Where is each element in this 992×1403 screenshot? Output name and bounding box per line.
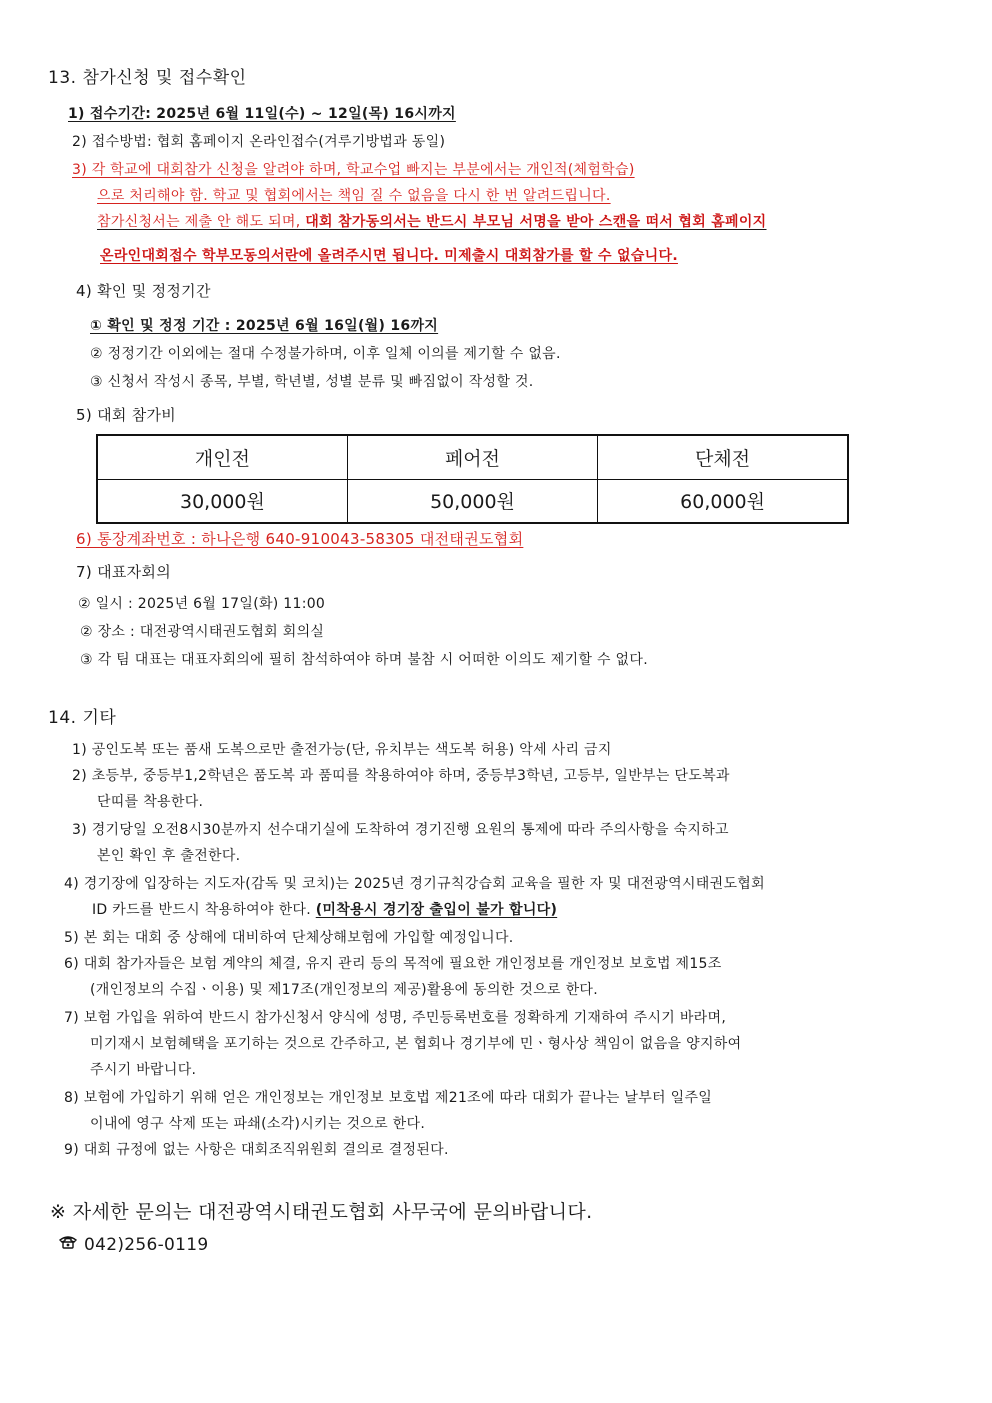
etc-item-6a: 6) 대회 참가자들은 보험 계약의 체결, 유지 관리 등의 목적에 필요한 개인정보를 개인정보 보호법 제15조 xyxy=(64,956,722,972)
rep-meeting-place: ② 장소 : 대전광역시태권도협회 회의실 xyxy=(80,624,325,640)
etc-item-7a: 7) 보험 가입을 위하여 반드시 참가신청서 양식에 성명, 주민등록번호를 정확하게 기재하여 주시기 바라며, xyxy=(64,1010,727,1026)
etc-item-5: 5) 본 회는 대회 중 상해에 대비하여 단체상해보험에 가입할 예정입니다. xyxy=(64,930,514,946)
etc-item-7c: 주시기 바랍니다. xyxy=(90,1062,197,1078)
fee-table-header-row xyxy=(97,435,848,479)
fee-value-pair: 50,000원 xyxy=(347,479,597,523)
etc-item-9: 9) 대회 규정에 없는 사항은 대회조직위원회 결의로 결정된다. xyxy=(64,1142,449,1158)
fee-value-individual: 30,000원 xyxy=(97,479,347,523)
rep-meeting-datetime: ② 일시 : 2025년 6월 17일(화) 11:00 xyxy=(78,596,326,612)
etc-item-2a: 2) 초등부, 중등부1,2학년은 품도복 과 품띠를 착용하여야 하며, 중등부3학년, 고등부, 일반부는 단도복과 xyxy=(72,768,730,784)
contact-notice: ※ 자세한 문의는 대전광역시태권도협회 사무국에 문의바랍니다. xyxy=(50,1201,593,1223)
reception-period: 1) 접수기간: 2025년 6월 11일(수) ~ 12일(목) 16시까지 xyxy=(68,106,456,122)
section-14-title: 14. 기타 xyxy=(48,708,117,728)
etc-item-8a: 8) 보험에 가입하기 위해 얻은 개인정보는 개인정보 보호법 제21조에 따라 대회가 끝나는 날부터 일주일 xyxy=(64,1090,713,1106)
etc-item-6b: (개인정보의 수집ㆍ이용) 및 제17조(개인정보의 제공)활용에 동의한 것으로 한다. xyxy=(90,982,599,998)
rep-meeting-attendance: ③ 각 팀 대표는 대표자회의에 필히 참석하여야 하며 불참 시 어떠한 이의도 제기할 수 없다. xyxy=(80,652,648,668)
notice-line-3-plain: 참가신청서는 제출 안 해도 되며, xyxy=(97,214,306,230)
rep-meeting-heading: 7) 대표자회의 xyxy=(76,563,172,581)
etc-item-4b-plain: ID 카드를 반드시 착용하여야 한다. xyxy=(92,902,316,918)
correction-rule: ② 정정기간 이외에는 절대 수정불가하며, 이후 일체 이의를 제기할 수 없음. xyxy=(90,346,561,362)
bank-account: 6) 통장계좌번호 : 하나은행 640-910043-58305 대전태권도협회 xyxy=(76,530,524,548)
etc-item-3b: 본인 확인 후 출전한다. xyxy=(97,848,241,864)
reception-method: 2) 접수방법: 협회 홈페이지 온라인접수(겨루기방법과 동일) xyxy=(72,134,446,150)
fee-header-team: 단체전 xyxy=(598,435,848,479)
etc-item-4b xyxy=(92,900,557,920)
etc-item-3a: 3) 경기당일 오전8시30분까지 선수대기실에 도착하여 경기진행 요원의 통제에 따라 주의사항을 숙지하고 xyxy=(72,822,729,838)
form-instruction: ③ 신청서 작성시 종목, 부별, 학년별, 성별 분류 및 빠짐없이 작성할 것. xyxy=(90,374,534,390)
notice-line-1: 3) 각 학교에 대회참가 신청을 알려야 하며, 학교수업 빠지는 부분에서는 개인적(체험학습) xyxy=(72,162,635,178)
notice-line-4: 온라인대회접수 학부모동의서란에 올려주시면 됩니다. 미제출시 대회참가를 할 수 없습니다. xyxy=(100,248,678,264)
confirm-correct-heading: 4) 확인 및 정정기간 xyxy=(76,282,211,300)
etc-item-2b: 단띠를 착용한다. xyxy=(97,794,204,810)
etc-item-8b: 이내에 영구 삭제 또는 파쇄(소각)시키는 것으로 한다. xyxy=(90,1116,426,1132)
fee-table-value-row xyxy=(97,479,848,523)
fee-table xyxy=(96,434,849,524)
notice-line-3 xyxy=(97,212,767,232)
etc-item-4a: 4) 경기장에 입장하는 지도자(감독 및 코치)는 2025년 경기규칙강습회 교육을 필한 자 및 대전광역시태권도협회 xyxy=(64,876,765,892)
contact-phone-row xyxy=(58,1234,209,1256)
section-13-title: 13. 참가신청 및 접수확인 xyxy=(48,68,247,88)
notice-line-3-bold: 대회 참가동의서는 반드시 부모님 서명을 받아 스캔을 떠서 협회 홈페이지 xyxy=(305,214,767,230)
contact-phone-number: 042)256-0119 xyxy=(84,1235,209,1255)
fee-header-individual: 개인전 xyxy=(97,435,347,479)
etc-item-7b: 미기재시 보험혜택을 포기하는 것으로 간주하고, 본 협회나 경기부에 민ㆍ형사상 책임이 없음을 양지하여 xyxy=(90,1036,742,1052)
fee-value-team: 60,000원 xyxy=(598,479,848,523)
etc-item-1: 1) 공인도복 또는 품새 도복으로만 출전가능(단, 유치부는 색도복 허용) 악세 사리 금지 xyxy=(72,742,612,758)
confirm-period: ① 확인 및 정정 기간 : 2025년 6월 16일(월) 16까지 xyxy=(90,318,439,334)
telephone-icon xyxy=(58,1234,78,1256)
fee-header-pair: 페어전 xyxy=(347,435,597,479)
fee-heading: 5) 대회 참가비 xyxy=(76,406,177,424)
etc-item-4b-bold: (미착용시 경기장 출입이 불가 합니다) xyxy=(315,902,558,918)
notice-line-2: 으로 처리해야 함. 학교 및 협회에서는 책임 질 수 없음을 다시 한 번 알려드립니다. xyxy=(97,188,611,204)
